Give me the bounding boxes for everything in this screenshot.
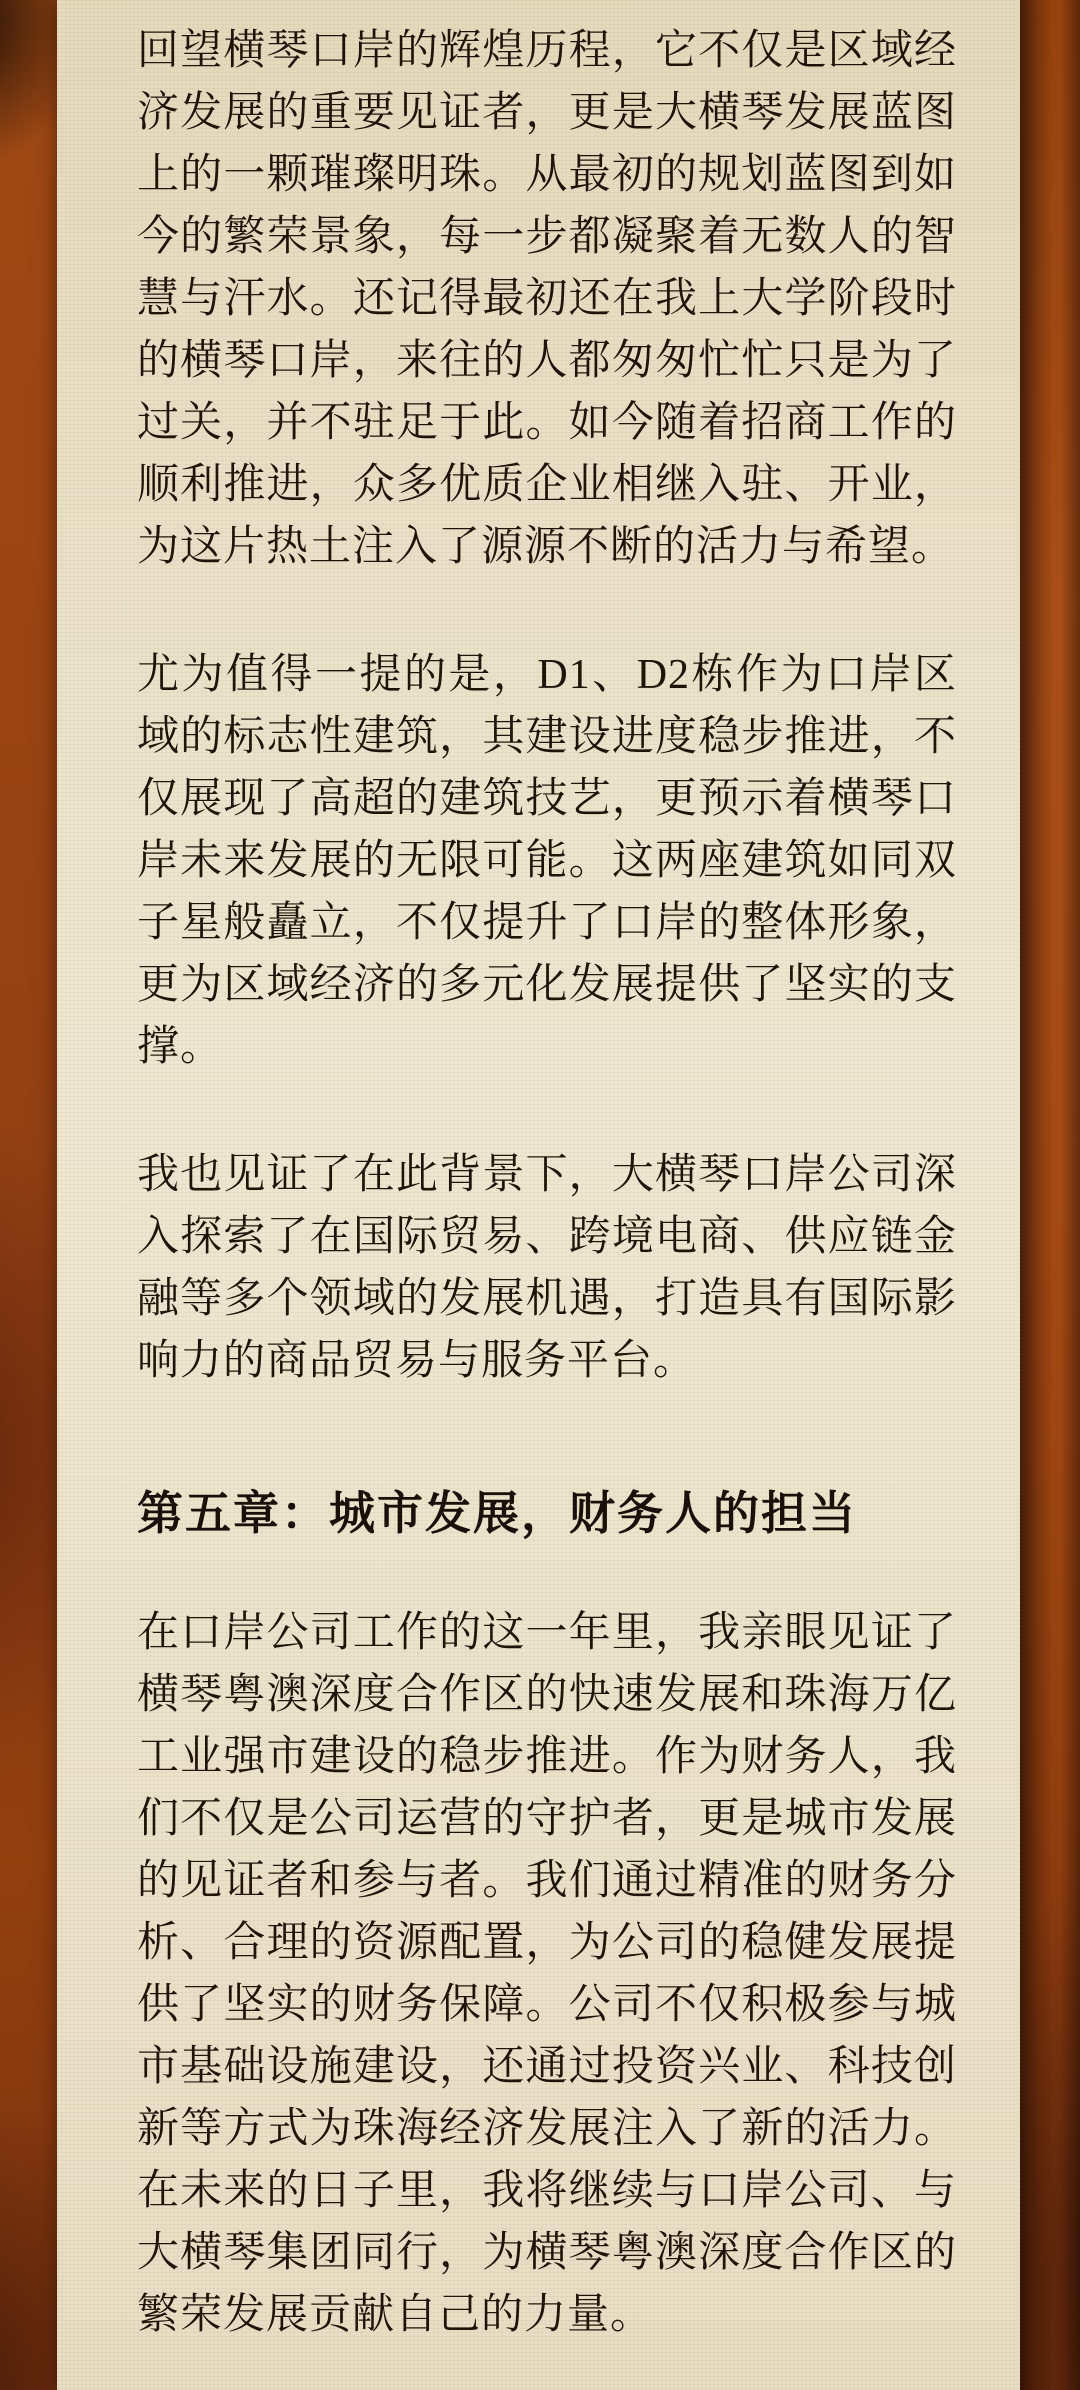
right-frame-decor — [1020, 0, 1080, 2390]
article-body — [57, 0, 957, 2346]
paragraph-d1-d2-buildings: 尤为值得一提的是，D1、D2栋作为口岸区域的标志性建筑，其建设进度稳步推进，不仅展现了高超的建筑技艺，更预示着横琴口岸未来发展的无限可能。这两座建筑如同双子星般矗立，不仅提升了口岸的整体形象，更为区域经济的多元化发展提供了坚实的支撑。 — [137, 652, 957, 1070]
paper-sheet — [57, 0, 1020, 2390]
left-frame-decor — [0, 0, 57, 2390]
paragraph-city-development: 在口岸公司工作的这一年里，我亲眼见证了横琴粤澳深度合作区的快速发展和珠海万亿工业强市建设的稳步推进。作为财务人，我们不仅是公司运营的守护者，更是城市发展的见证者和参与者。我们通过精准的财务分析、合理的资源配置，为公司的稳健发展提供了坚实的财务保障。公司不仅积极参与城市基础设施建设，还通过投资兴业、科技创新等方式为珠海经济发展注入了新的活力。在未来的日子里，我将继续与口岸公司、与大横琴集团同行，为横琴粤澳深度合作区的繁荣发展贡献自己的力量。 — [137, 1610, 957, 2338]
paragraph-trade-platform: 我也见证了在此背景下，大横琴口岸公司深入探索了在国际贸易、跨境电商、供应链金融等多个领域的发展机遇，打造具有国际影响力的商品贸易与服务平台。 — [137, 1152, 957, 1384]
paragraph-port-history: 回望横琴口岸的辉煌历程，它不仅是区域经济发展的重要见证者，更是大横琴发展蓝图上的一颗璀璨明珠。从最初的规划蓝图到如今的繁荣景象，每一步都凝聚着无数人的智慧与汗水。还记得最初还在我上大学阶段时的横琴口岸，来往的人都匆匆忙忙只是为了过关，并不驻足于此。如今随着招商工作的顺利推进，众多优质企业相继入驻、开业，为这片热土注入了源源不断的活力与希望。 — [137, 28, 957, 570]
chapter-heading: 第五章：城市发展，财务人的担当 — [137, 1488, 857, 1539]
